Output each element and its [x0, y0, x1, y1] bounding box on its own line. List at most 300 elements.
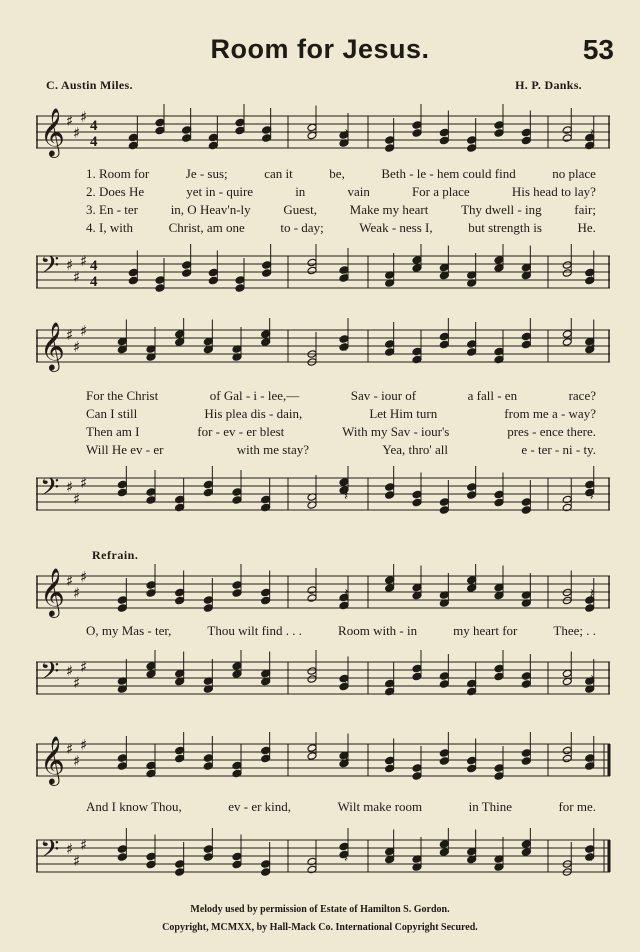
- note-head: [232, 581, 242, 590]
- sharp-icon: ♯: [80, 658, 88, 676]
- note-head: [307, 586, 317, 595]
- note-head: [467, 483, 477, 492]
- lyric-syllables: With my Sav - iour's: [342, 424, 450, 439]
- verse-2-line-1: [86, 183, 596, 201]
- verse-1-line-1: [86, 165, 596, 183]
- note-head: [439, 848, 449, 857]
- note-head: [146, 860, 156, 869]
- note-head: [146, 589, 156, 598]
- note-head: [117, 345, 127, 354]
- sharp-icon: ♯: [80, 322, 88, 340]
- sharp-icon: ♯: [66, 740, 74, 758]
- note-head: [521, 749, 531, 758]
- note-head: [203, 488, 213, 497]
- rest-icon: 𝄽: [344, 755, 349, 770]
- note-head: [117, 754, 127, 763]
- rest-icon: 𝄽: [589, 755, 595, 770]
- lyric-syllables: O, my Mas - ter,: [86, 623, 172, 638]
- system-4-treble-staff: [36, 732, 612, 788]
- lyric-syllables: in Thine: [468, 799, 513, 814]
- note-head: [467, 847, 477, 856]
- sharp-icon: ♯: [73, 124, 81, 142]
- lyric-syllables: of Gal - i - lee,—: [209, 388, 300, 403]
- note-head: [232, 670, 242, 679]
- sharp-icon: ♯: [73, 674, 81, 692]
- rest-icon: 𝄽: [589, 341, 595, 356]
- note-head: [562, 754, 572, 763]
- note-head: [467, 340, 477, 349]
- lyric-syllables: For a place: [411, 184, 470, 199]
- lyric-syllables: with me stay?: [236, 442, 310, 457]
- note-head: [155, 118, 165, 127]
- note-head: [146, 488, 156, 497]
- note-head: [521, 757, 531, 766]
- note-head: [562, 261, 572, 270]
- lyric-syllables: Then am I: [86, 424, 140, 439]
- note-head: [307, 258, 317, 267]
- lyric-syllables: His plea dis - dain,: [204, 406, 303, 421]
- refrain-line-1: [86, 622, 596, 640]
- note-head: [467, 584, 477, 593]
- note-head: [146, 581, 156, 590]
- lyric-syllables: no place: [552, 166, 596, 181]
- note-head: [562, 669, 572, 678]
- note-head: [385, 144, 395, 153]
- lyric-syllables: from me a - way?: [504, 406, 596, 421]
- note-head: [385, 576, 395, 585]
- composer-credit: H. P. Danks.: [515, 78, 582, 92]
- sharp-icon: ♯: [66, 572, 74, 590]
- sharp-icon: ♯: [80, 836, 88, 854]
- copyright-note: Copyright, MCMXX, by Hall-Mack Co. International Copyright Secured.: [162, 922, 478, 933]
- note-head: [261, 677, 271, 686]
- note-head: [467, 144, 477, 153]
- note-head: [262, 269, 272, 278]
- note-head: [385, 491, 395, 500]
- rest-icon: 𝄽: [344, 127, 349, 142]
- sharp-icon: ♯: [73, 338, 81, 356]
- treble-clef-icon: 𝄞: [40, 735, 65, 784]
- lyric-syllables: 3. En - ter: [86, 202, 138, 217]
- sharp-icon: ♯: [66, 662, 74, 680]
- note-head: [494, 264, 504, 273]
- note-head: [307, 123, 317, 132]
- note-head: [235, 276, 245, 285]
- time-signature-bottom: 4: [90, 134, 98, 150]
- rest-icon: 𝄽: [589, 127, 595, 142]
- rest-icon: 𝄽: [344, 851, 349, 866]
- note-head: [117, 337, 127, 346]
- note-head: [175, 677, 185, 686]
- lyric-syllables: 1. Room for: [86, 166, 150, 181]
- bass-clef-icon: 𝄢: [40, 251, 60, 286]
- note-head: [494, 672, 504, 681]
- lyric-syllables: Weak - ness I,: [359, 220, 433, 235]
- note-head: [175, 754, 185, 763]
- note-head: [262, 134, 272, 143]
- system-3-bass-staff: [36, 650, 612, 706]
- lyric-syllables: pres - ence there.: [507, 424, 596, 439]
- note-head: [203, 754, 213, 763]
- bass-clef-icon: 𝄢: [40, 835, 60, 870]
- sharp-icon: ♯: [80, 736, 88, 754]
- note-head: [521, 136, 531, 145]
- time-signature-top: 4: [90, 258, 98, 274]
- note-head: [261, 588, 271, 597]
- note-head: [175, 588, 185, 597]
- lyric-syllables: vain: [347, 184, 370, 199]
- note-head: [203, 604, 213, 613]
- note-head: [175, 596, 185, 605]
- note-head: [521, 506, 531, 515]
- note-head: [262, 126, 272, 135]
- note-head: [155, 126, 165, 135]
- system-4-lyrics: [86, 798, 596, 816]
- note-head: [439, 506, 449, 515]
- note-head: [385, 764, 395, 773]
- note-head: [467, 348, 477, 357]
- note-head: [203, 337, 213, 346]
- rest-icon: 𝄽: [589, 587, 595, 602]
- note-head: [521, 840, 531, 849]
- note-head: [232, 852, 242, 861]
- note-head: [439, 680, 449, 689]
- lyric-syllables: for me.: [558, 799, 596, 814]
- note-head: [521, 340, 531, 349]
- note-head: [494, 129, 504, 138]
- sharp-icon: ♯: [66, 478, 74, 496]
- note-head: [117, 604, 127, 613]
- bass-clef-icon: 𝄢: [40, 657, 60, 692]
- note-head: [412, 490, 422, 499]
- lyric-syllables: in, O Heav'n-ly: [170, 202, 251, 217]
- note-head: [412, 264, 422, 273]
- sharp-icon: ♯: [66, 326, 74, 344]
- verse-1-line-2: [86, 387, 596, 405]
- note-head: [307, 131, 317, 140]
- note-head: [175, 746, 185, 755]
- system-1-bass-staff: [36, 244, 612, 300]
- lyric-syllables: ev - er kind,: [228, 799, 292, 814]
- note-head: [117, 596, 127, 605]
- note-head: [235, 118, 245, 127]
- note-head: [385, 855, 395, 864]
- note-head: [439, 332, 449, 341]
- note-head: [412, 121, 422, 130]
- note-head: [232, 589, 242, 598]
- note-head: [585, 480, 595, 489]
- sharp-icon: ♯: [73, 852, 81, 870]
- bass-clef-icon: 𝄢: [40, 473, 60, 508]
- note-head: [467, 491, 477, 500]
- lyric-syllables: can it: [264, 166, 293, 181]
- lyric-syllables: Wilt make room: [337, 799, 423, 814]
- note-head: [182, 126, 192, 135]
- permission-note: Melody used by permission of Estate of Hamilton S. Gordon.: [190, 904, 450, 915]
- note-head: [261, 338, 271, 347]
- note-head: [261, 596, 271, 605]
- note-head: [385, 136, 395, 145]
- sharp-icon: ♯: [80, 474, 88, 492]
- note-head: [562, 677, 572, 686]
- verse-3-line-1: [86, 201, 596, 219]
- note-head: [235, 126, 245, 135]
- note-head: [412, 591, 422, 600]
- lyric-syllables: but strength is: [468, 220, 542, 235]
- note-head: [439, 136, 449, 145]
- note-head: [203, 762, 213, 771]
- sharp-icon: ♯: [73, 752, 81, 770]
- system-1-lyrics: [86, 165, 596, 237]
- note-head: [494, 664, 504, 673]
- note-head: [203, 853, 213, 862]
- note-head: [562, 338, 572, 347]
- note-head: [585, 604, 595, 613]
- note-head: [232, 860, 242, 869]
- note-head: [439, 271, 449, 280]
- note-head: [175, 330, 185, 339]
- note-head: [339, 478, 349, 487]
- note-head: [307, 752, 317, 761]
- note-head: [117, 762, 127, 771]
- lyric-syllables: yet in - quire: [186, 184, 254, 199]
- rest-icon: 𝄽: [589, 267, 595, 282]
- note-head: [494, 764, 504, 773]
- note-head: [261, 746, 271, 755]
- sharp-icon: ♯: [73, 490, 81, 508]
- note-head: [521, 271, 531, 280]
- note-head: [562, 134, 572, 143]
- lyric-syllables: be,: [329, 166, 345, 181]
- note-head: [385, 340, 395, 349]
- note-head: [385, 348, 395, 357]
- note-head: [439, 672, 449, 681]
- lyric-syllables: Je - sus;: [185, 166, 228, 181]
- note-head: [182, 261, 192, 270]
- note-head: [261, 868, 271, 877]
- note-head: [521, 672, 531, 681]
- note-head: [155, 284, 165, 293]
- lyric-syllables: 4. I, with: [86, 220, 133, 235]
- lyric-syllables: Sav - iour of: [350, 388, 417, 403]
- lyric-syllables: my heart for: [453, 623, 518, 638]
- rest-icon: 𝄽: [589, 673, 595, 688]
- note-head: [412, 256, 422, 265]
- note-head: [521, 263, 531, 272]
- system-3-treble-staff: [36, 564, 612, 620]
- note-head: [203, 345, 213, 354]
- lyric-syllables: Christ, am one: [168, 220, 245, 235]
- note-head: [494, 591, 504, 600]
- note-head: [467, 756, 477, 765]
- verse-4-line-2: [86, 441, 596, 459]
- refrain-label: Refrain.: [92, 548, 139, 562]
- note-head: [307, 667, 317, 676]
- system-2-bass-staff: [36, 466, 612, 522]
- note-head: [467, 764, 477, 773]
- note-head: [307, 675, 317, 684]
- verse-4-line-1: [86, 219, 596, 237]
- lyric-syllables: a fall - en: [467, 388, 518, 403]
- system-2-lyrics: [86, 387, 596, 459]
- treble-clef-icon: 𝄞: [40, 321, 65, 370]
- refrain-line-2: [86, 798, 596, 816]
- sharp-icon: ♯: [80, 568, 88, 586]
- lyric-syllables: fair;: [574, 202, 596, 217]
- note-head: [439, 749, 449, 758]
- note-head: [412, 583, 422, 592]
- note-head: [128, 268, 138, 277]
- note-head: [521, 332, 531, 341]
- note-head: [203, 845, 213, 854]
- sharp-icon: ♯: [66, 840, 74, 858]
- lyric-syllables: Make my heart: [349, 202, 429, 217]
- lyric-syllables: Room with - in: [338, 623, 418, 638]
- note-head: [439, 840, 449, 849]
- note-head: [494, 121, 504, 130]
- note-head: [439, 498, 449, 507]
- sharp-icon: ♯: [66, 256, 74, 274]
- sharp-icon: ♯: [80, 252, 88, 270]
- lyric-syllables: His head to lay?: [511, 184, 596, 199]
- lyric-syllables: Can I still: [86, 406, 138, 421]
- lyric-syllables: to - day;: [280, 220, 324, 235]
- note-head: [182, 134, 192, 143]
- rest-icon: 𝄽: [344, 489, 349, 504]
- note-head: [261, 754, 271, 763]
- sharp-icon: ♯: [73, 268, 81, 286]
- sharp-icon: ♯: [80, 108, 88, 126]
- note-head: [155, 276, 165, 285]
- note-head: [117, 853, 127, 862]
- note-head: [467, 855, 477, 864]
- lyric-syllables: Let Him turn: [369, 406, 438, 421]
- note-head: [232, 488, 242, 497]
- note-head: [146, 670, 156, 679]
- note-head: [261, 330, 271, 339]
- note-head: [439, 128, 449, 137]
- note-head: [412, 129, 422, 138]
- treble-clef-icon: 𝄞: [40, 107, 65, 156]
- time-signature-top: 4: [90, 118, 98, 134]
- note-head: [494, 498, 504, 507]
- note-head: [467, 576, 477, 585]
- note-head: [203, 596, 213, 605]
- page-number: 53: [582, 34, 614, 65]
- note-head: [439, 757, 449, 766]
- rest-icon: 𝄽: [344, 587, 349, 602]
- note-head: [412, 764, 422, 773]
- note-head: [439, 263, 449, 272]
- lyric-syllables: Thy dwell - ing: [461, 202, 542, 217]
- note-head: [412, 664, 422, 673]
- note-head: [175, 338, 185, 347]
- note-head: [339, 842, 349, 851]
- verse-2-line-2: [86, 405, 596, 423]
- note-head: [182, 269, 192, 278]
- note-head: [439, 340, 449, 349]
- system-1-treble-staff: [36, 104, 612, 160]
- note-head: [412, 772, 422, 781]
- note-head: [385, 847, 395, 856]
- hymn-title: Room for Jesus.: [210, 34, 430, 64]
- note-head: [261, 669, 271, 678]
- note-head: [494, 256, 504, 265]
- note-head: [146, 496, 156, 505]
- note-head: [208, 268, 218, 277]
- note-head: [521, 498, 531, 507]
- note-head: [146, 662, 156, 671]
- system-2-treble-staff: [36, 318, 612, 374]
- note-head: [494, 583, 504, 592]
- lyric-syllables: Will He ev - er: [86, 442, 164, 457]
- rest-icon: 𝄽: [344, 341, 349, 356]
- note-head: [385, 483, 395, 492]
- rest-icon: 𝄽: [589, 851, 595, 866]
- note-head: [117, 480, 127, 489]
- system-3-lyrics: [86, 622, 596, 640]
- lyric-syllables: e - ter - ni - ty.: [521, 442, 596, 457]
- rest-icon: 𝄽: [344, 267, 349, 282]
- note-head: [262, 261, 272, 270]
- note-head: [385, 584, 395, 593]
- note-head: [232, 496, 242, 505]
- note-head: [307, 594, 317, 603]
- lyric-syllables: Yea, thro' all: [382, 442, 449, 457]
- note-head: [235, 284, 245, 293]
- lyric-syllables: Thee; . .: [553, 623, 596, 638]
- rest-icon: 𝄽: [344, 673, 349, 688]
- note-head: [307, 744, 317, 753]
- note-head: [521, 128, 531, 137]
- note-head: [146, 852, 156, 861]
- note-head: [494, 490, 504, 499]
- time-signature-bottom: 4: [90, 274, 98, 290]
- note-head: [521, 680, 531, 689]
- note-head: [261, 860, 271, 869]
- note-head: [521, 848, 531, 857]
- lyric-syllables: for - ev - er blest: [197, 424, 285, 439]
- note-head: [307, 266, 317, 275]
- note-head: [562, 126, 572, 135]
- note-head: [117, 488, 127, 497]
- lyric-syllables: 2. Does He: [86, 184, 145, 199]
- note-head: [412, 498, 422, 507]
- note-head: [562, 746, 572, 755]
- note-head: [175, 868, 185, 877]
- note-head: [208, 276, 218, 285]
- rest-icon: 𝄽: [589, 489, 595, 504]
- lyric-syllables: Guest,: [283, 202, 317, 217]
- note-head: [175, 669, 185, 678]
- sharp-icon: ♯: [66, 112, 74, 130]
- note-head: [412, 672, 422, 681]
- note-head: [203, 480, 213, 489]
- note-head: [232, 662, 242, 671]
- lyric-syllables: in: [295, 184, 306, 199]
- sharp-icon: ♯: [73, 584, 81, 602]
- note-head: [494, 772, 504, 781]
- lyric-syllables: Beth - le - hem could find: [381, 166, 516, 181]
- note-head: [562, 330, 572, 339]
- system-4-bass-staff: [36, 828, 612, 884]
- note-head: [175, 860, 185, 869]
- lyric-syllables: He.: [577, 220, 596, 235]
- lyric-syllables: For the Christ: [86, 388, 159, 403]
- lyric-syllables: race?: [568, 388, 596, 403]
- note-head: [467, 136, 477, 145]
- note-head: [562, 269, 572, 278]
